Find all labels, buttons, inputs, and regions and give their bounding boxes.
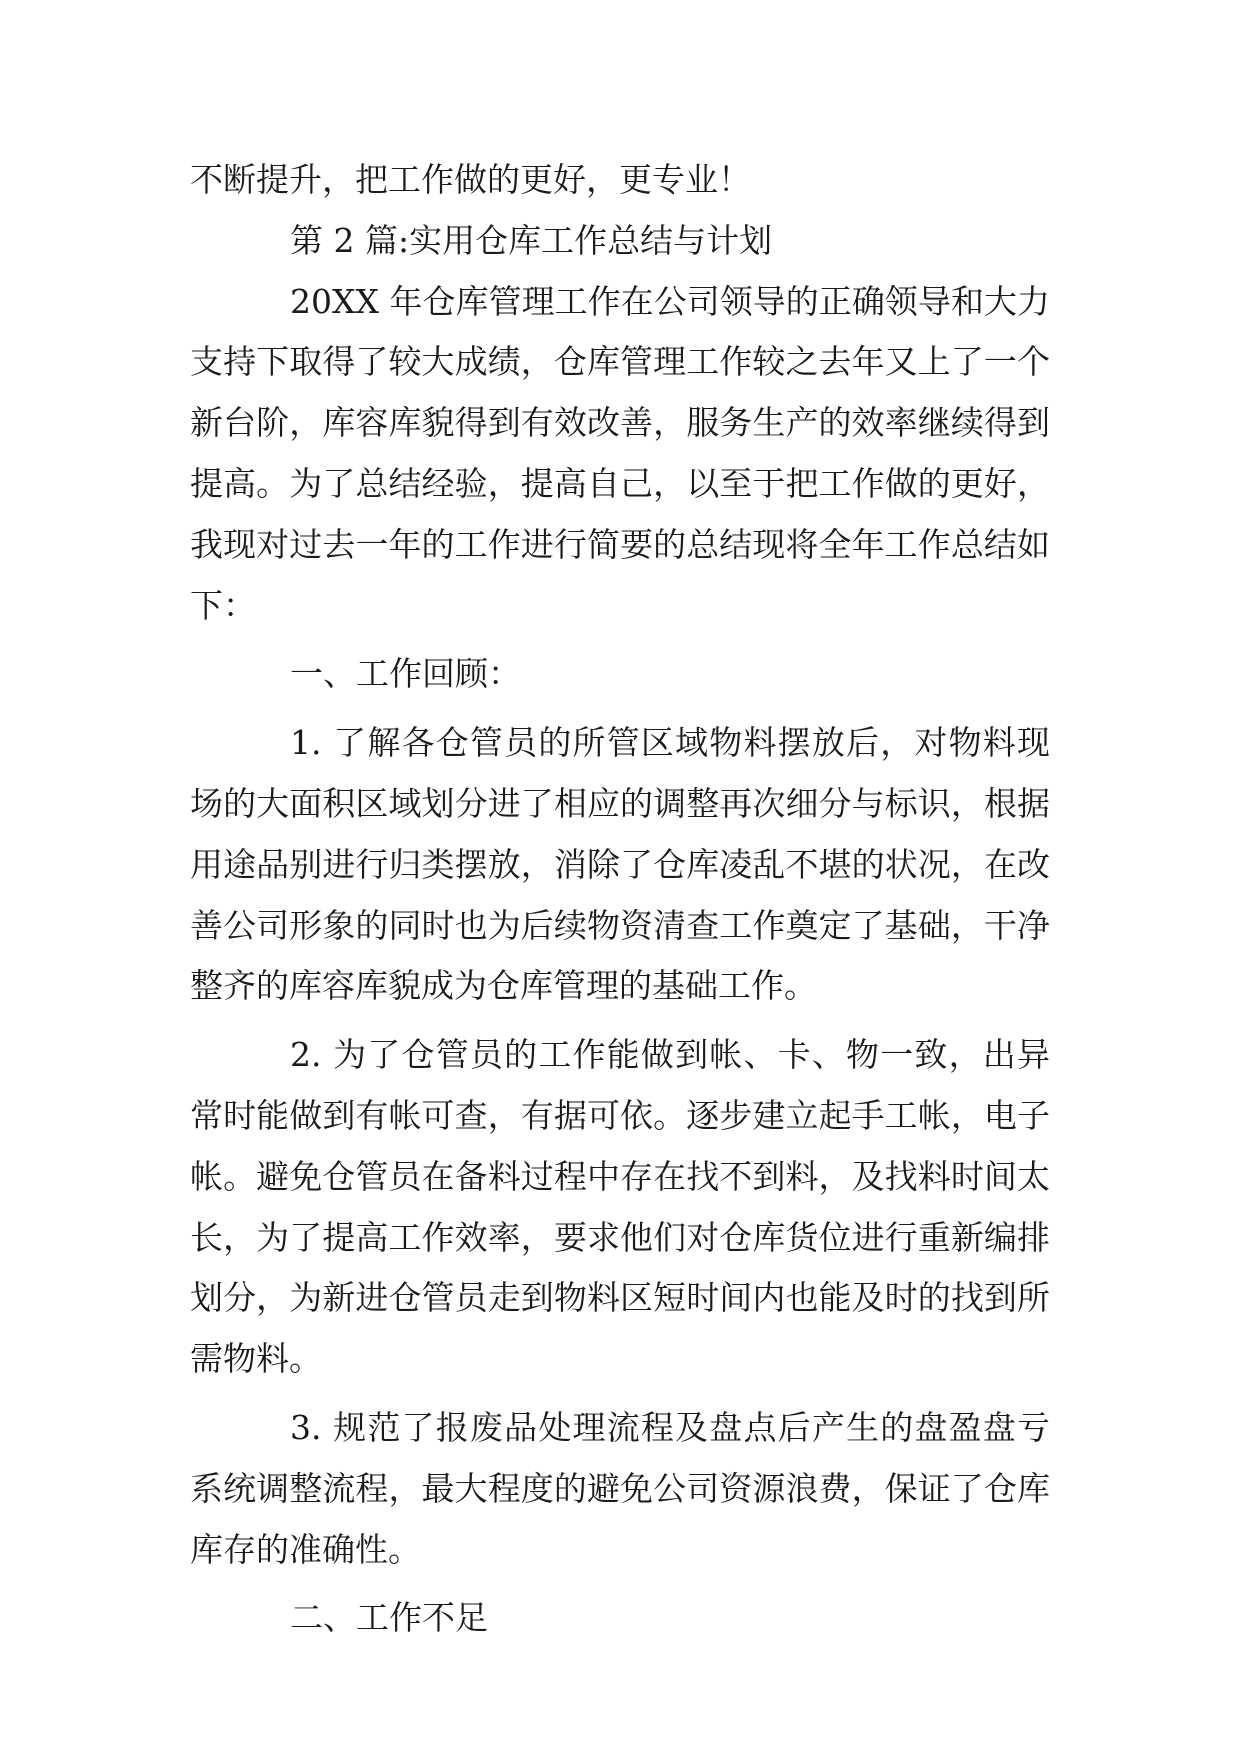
heading-work-shortcomings: 二、工作不足 <box>290 1598 488 1638</box>
review-item-1: 1. 了解各仓管员的所管区域物料摆放后，对物料现场的大面积区域划分进了相应的调整再次细分与标识，根据用途品别进行归类摆放，消除了仓库凌乱不堪的状况，在改善公司形象的同时也为后续物资清查工作奠定了基础，干净整齐的库容库貌成为仓库管理的基础工作。 <box>190 723 1050 1006</box>
section-title: 第 2 篇:实用仓库工作总结与计划 <box>290 220 773 260</box>
document-body <box>190 150 1050 1649</box>
intro-paragraph: 20XX 年仓库管理工作在公司领导的正确领导和大力支持下取得了较大成绩，仓库管理工作较之去年又上了一个新台阶，库容库貌得到有效改善，服务生产的效率继续得到提高。为了总结经验，提高自己，以至于把工作做的更好，我现对过去一年的工作进行简要的总结现将全年工作总结如下： <box>190 281 1050 625</box>
paragraph-continuation: 不断提升，把工作做的更好，更专业！ <box>190 160 751 199</box>
review-item-2: 2. 为了仓管员的工作能做到帐、卡、物一致，出异常时能做到有帐可查，有据可依。逐步建立起手工帐，电子帐。避免仓管员在备料过程中存在找不到料，及找料时间太长，为了提高工作效率，要求他们对仓库货位进行重新编排划分，为新进仓管员走到物料区短时间内也能及时的找到所需物料。 <box>190 1035 1050 1379</box>
heading-work-review: 一、工作回顾： <box>290 654 521 694</box>
review-item-3: 3. 规范了报废品处理流程及盘点后产生的盘盈盘亏系统调整流程，最大程度的避免公司资源浪费，保证了仓库库存的准确性。 <box>190 1407 1050 1569</box>
